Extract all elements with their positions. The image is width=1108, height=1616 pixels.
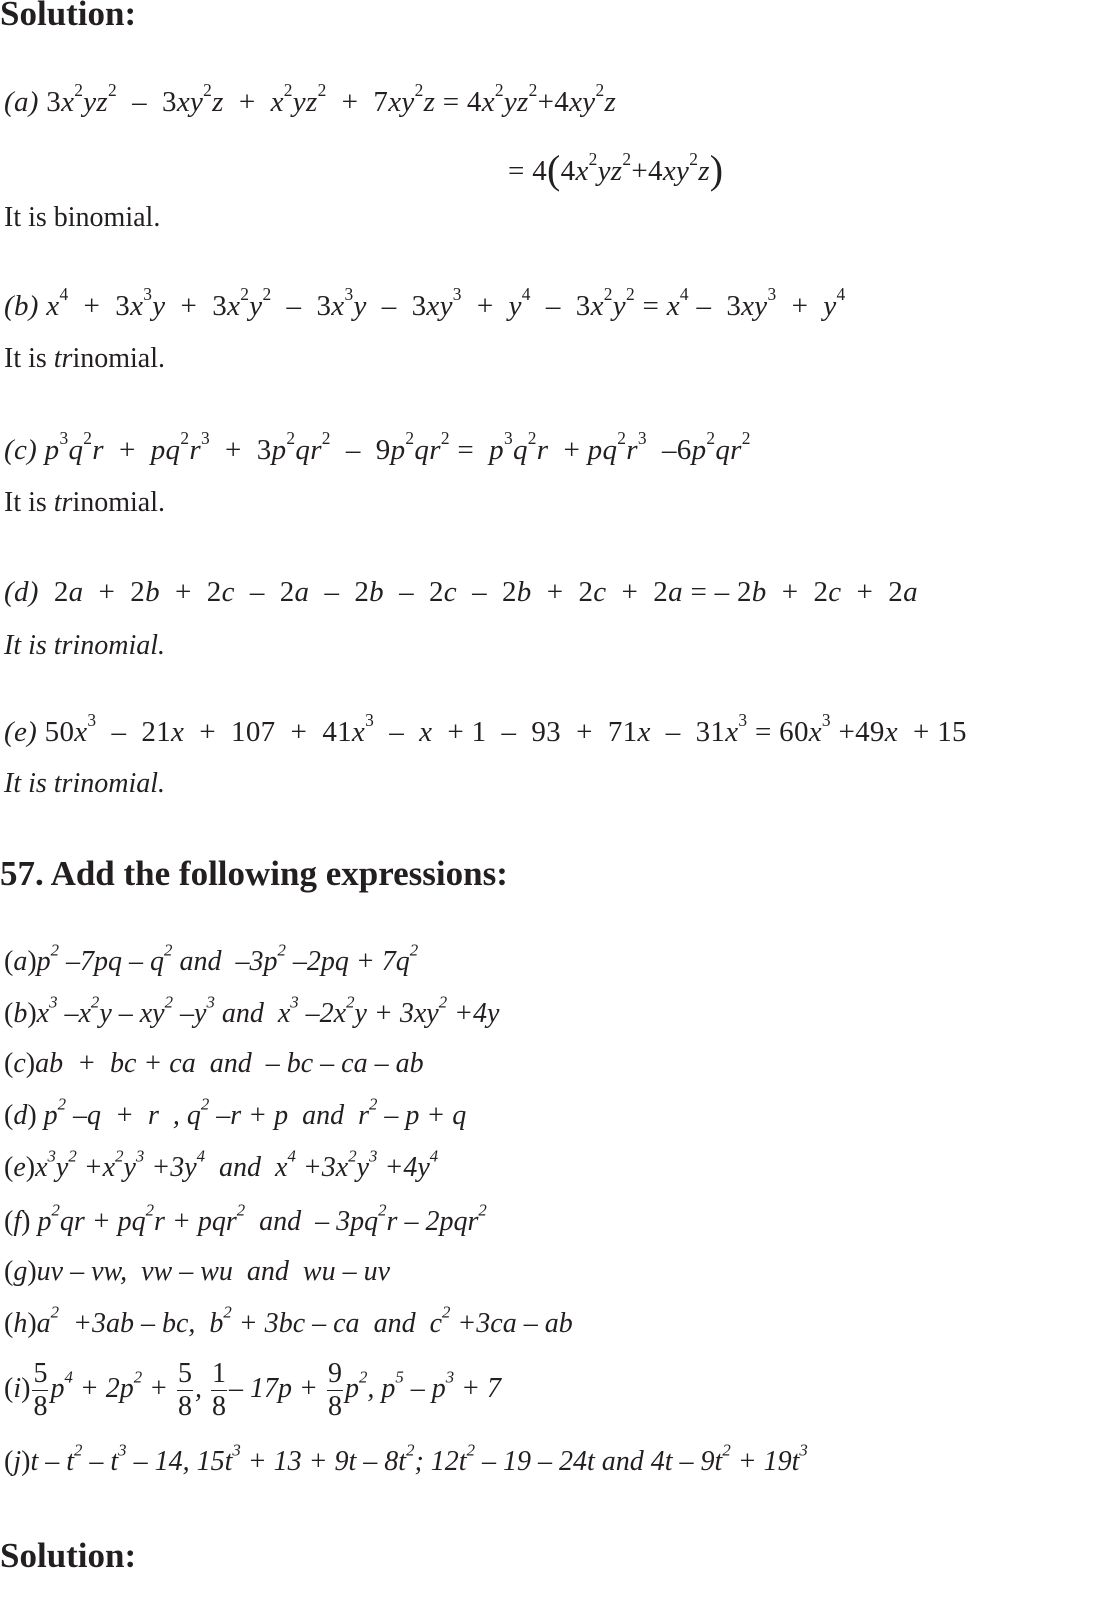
fraction-5-8-b: $\frac{5}{8}$: [178, 1358, 193, 1422]
question-item-d: (d) $p^2$ –q + r , $q^2$ –r + p and $r^2 - p + q$: [4, 1094, 467, 1131]
part-d-expression: (d) 2a + 2b + 2c – 2a – 2b – 2c – 2b + 2c + 2a = – 2b + 2c + 2a: [4, 576, 918, 608]
part-d-note: It is trinomial.: [4, 630, 166, 661]
part-a-continuation: = $4(4x^2yz^2+4xy^2z)$: [508, 147, 724, 192]
question-item-j: $(j)t - t^2 - t^3 - 14$, $15t^3 + 13 + 9t - 8t^2$; $12t^2 - 19 - 24t$ and $4t - 9t^2 + 19t^3$: [4, 1440, 808, 1477]
part-c-expression: (c) $p^3q^2r + pq^2r^3 + 3p^2qr^2 - 9p^2qr^2 = p^3q^2r + pq^2r^3$ $-6p^2qr^2$: [4, 428, 751, 466]
question-57-title: 57. Add the following expressions:: [0, 854, 508, 893]
part-a-note: It is binomial.: [4, 202, 161, 233]
question-item-g: (g)uv – vw, vw – wu and wu – uv: [4, 1256, 390, 1287]
part-a-expression: (a) $3x^2yz^2 - 3xy^2z + x^2yz^2 + 7xy^2z = 4x^2yz^2+4xy^2z$: [4, 80, 617, 118]
fraction-5-8: $\frac{5}{8}$: [33, 1358, 48, 1422]
fraction-9-8: $\frac{9}{8}$: [327, 1358, 342, 1422]
next-solution-heading: Solution:: [0, 1536, 137, 1575]
part-e-expression: (e) $50x^3 - 21x + 107 + 41x^3 - x + 1 - 93 + 71x - 31x^3 = 60x^3 +49x + 15$: [4, 710, 967, 748]
solution-heading: Solution:: [0, 0, 137, 33]
question-item-i: (i) $\frac{5}{8}$ $p^4 + 2p^2$ + $\frac{5}{8}$ , $\frac{1}{8}$ – 17p + $\frac{9}{8}$ $p^2$, $p^5 - p^3 + 7$: [4, 1358, 502, 1422]
question-item-h: $(h)a^2 +3ab$ – bc, $b^2 + 3bc$ – ca and $c^2 +3ca$ – ab: [4, 1302, 573, 1339]
part-b-note: It is trinomial.: [4, 343, 166, 374]
question-item-a: $(a)p^2$ $-7pq - q^2$ and $-3p^2$ $-2pq + 7q^2$: [4, 940, 419, 977]
question-item-b: $(b)x^3$ $-x^2y - xy^2$ $-y^3$ and $x^3$ $-2x^2y + 3xy^2 +4y$: [4, 992, 500, 1029]
part-e-note: It is trinomial.: [4, 768, 166, 799]
question-item-c: (c)ab + bc + ca and – bc – ca – ab: [4, 1048, 424, 1079]
question-item-e: $(e)x^3y^2 +x^2y^3 +3y^4$ and $x^4 +3x^2y^3 +4y^4$: [4, 1146, 439, 1183]
question-item-f: (f) $p^2qr + pq^2r + pqr^2$ and – $3pq^2r - 2pqr^2$: [4, 1200, 487, 1237]
part-c-note: It is trinomial.: [4, 487, 166, 518]
part-b-expression: (b) $x^4 + 3x^3y + 3x^2y^2 - 3x^3y - 3xy^3 + y^4 - 3x^2y^2 = x^4 - 3xy^3 + y^4$: [4, 284, 846, 322]
fraction-1-8: $\frac{1}{8}$: [212, 1358, 227, 1422]
